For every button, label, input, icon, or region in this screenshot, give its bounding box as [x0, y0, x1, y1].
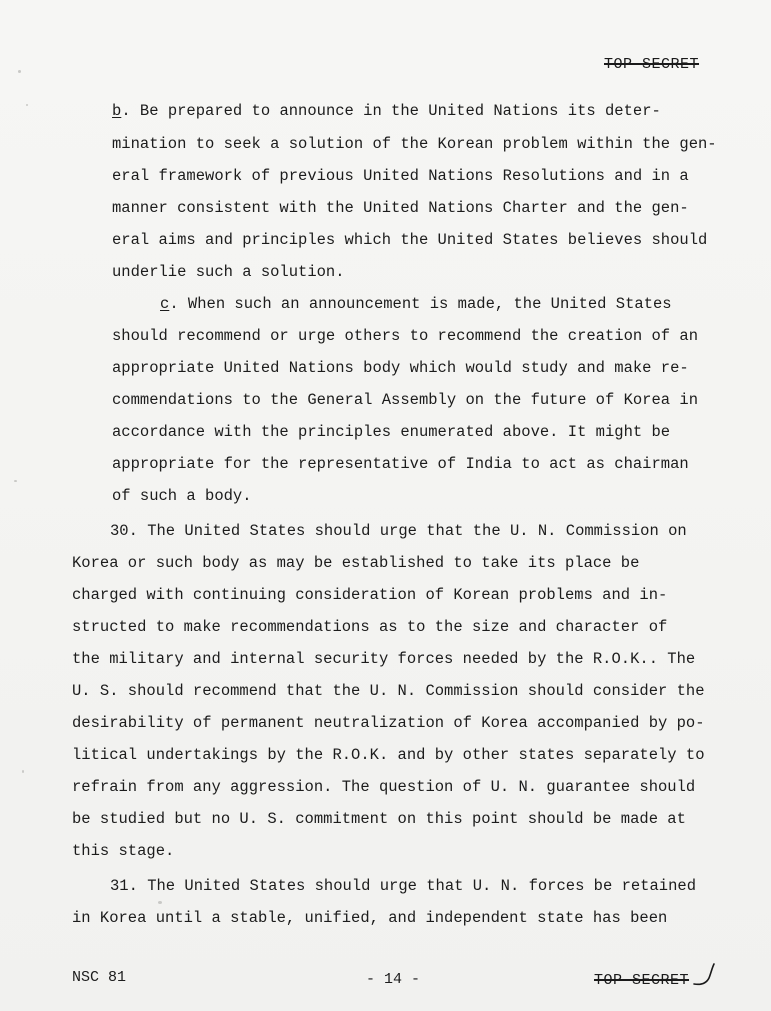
top-classification-marking: TOP SECRET	[604, 56, 700, 73]
paragraph-c-line-3: appropriate United Nations body which would study and make re-	[112, 359, 689, 377]
paragraph-31-line-1: 31. The United States should urge that U. N. forces be retained	[110, 877, 696, 895]
paragraph-b-line-2: mination to seek a solution of the Korean problem within the gen-	[112, 135, 717, 153]
scan-speck	[158, 901, 162, 904]
paragraph-c-letter: c	[160, 295, 170, 313]
paragraph-b-line-1	[112, 101, 661, 121]
document-id: NSC 81	[72, 969, 127, 986]
paragraph-b-line-6: underlie such a solution.	[112, 263, 345, 281]
scan-speck	[22, 770, 24, 773]
paragraph-c-line-6: appropriate for the representative of India to act as chairman	[112, 455, 689, 473]
paragraph-30-line-1: 30. The United States should urge that the U. N. Commission on	[110, 522, 687, 540]
scan-speck	[18, 70, 21, 73]
scan-speck	[26, 104, 28, 106]
paragraph-30-line-10: be studied but no U. S. commitment on this point should be made at	[72, 810, 686, 828]
page-number: - 14 -	[366, 971, 421, 988]
paragraph-c-line-7: of such a body.	[112, 487, 252, 505]
paragraph-30-line-6: U. S. should recommend that the U. N. Commission should consider the	[72, 682, 705, 700]
paragraph-30-line-3: charged with continuing consideration of Korean problems and in-	[72, 586, 668, 604]
paragraph-b-line-3: eral framework of previous United Nations Resolutions and in a	[112, 167, 689, 185]
paragraph-30-line-2: Korea or such body as may be established to take its place be	[72, 554, 640, 572]
paragraph-b-line-5: eral aims and principles which the United States believes should	[112, 231, 708, 249]
paragraph-b-letter: b	[112, 102, 122, 120]
paragraph-c-line-1-text: . When such an announcement is made, the United States	[169, 295, 672, 313]
paragraph-c-line-5: accordance with the principles enumerated above. It might be	[112, 423, 671, 441]
paragraph-30-line-5: the military and internal security forces needed by the R.O.K.. The	[72, 650, 696, 668]
paragraph-b-line-4: manner consistent with the United Nations Charter and the gen-	[112, 199, 689, 217]
paragraph-c-line-2: should recommend or urge others to recommend the creation of an	[112, 327, 698, 345]
paragraph-30-line-7: desirability of permanent neutralization of Korea accompanied by po-	[72, 714, 705, 732]
paragraph-30-line-11: this stage.	[72, 842, 175, 860]
paragraph-c-line-4: commendations to the General Assembly on the future of Korea in	[112, 391, 698, 409]
paragraph-c-line-1	[160, 294, 672, 314]
handwritten-check-icon	[692, 962, 716, 990]
bottom-classification-marking: TOP SECRET	[594, 972, 690, 989]
paragraph-30-line-8: litical undertakings by the R.O.K. and by other states separately to	[72, 746, 705, 764]
paragraph-31-line-2: in Korea until a stable, unified, and independent state has been	[72, 909, 668, 927]
scan-speck	[14, 480, 17, 482]
paragraph-30-line-9: refrain from any aggression. The question of U. N. guarantee should	[72, 778, 696, 796]
paragraph-b-line-1-text: . Be prepared to announce in the United Nations its deter-	[121, 102, 661, 120]
paragraph-30-line-4: structed to make recommendations as to the size and character of	[72, 618, 668, 636]
